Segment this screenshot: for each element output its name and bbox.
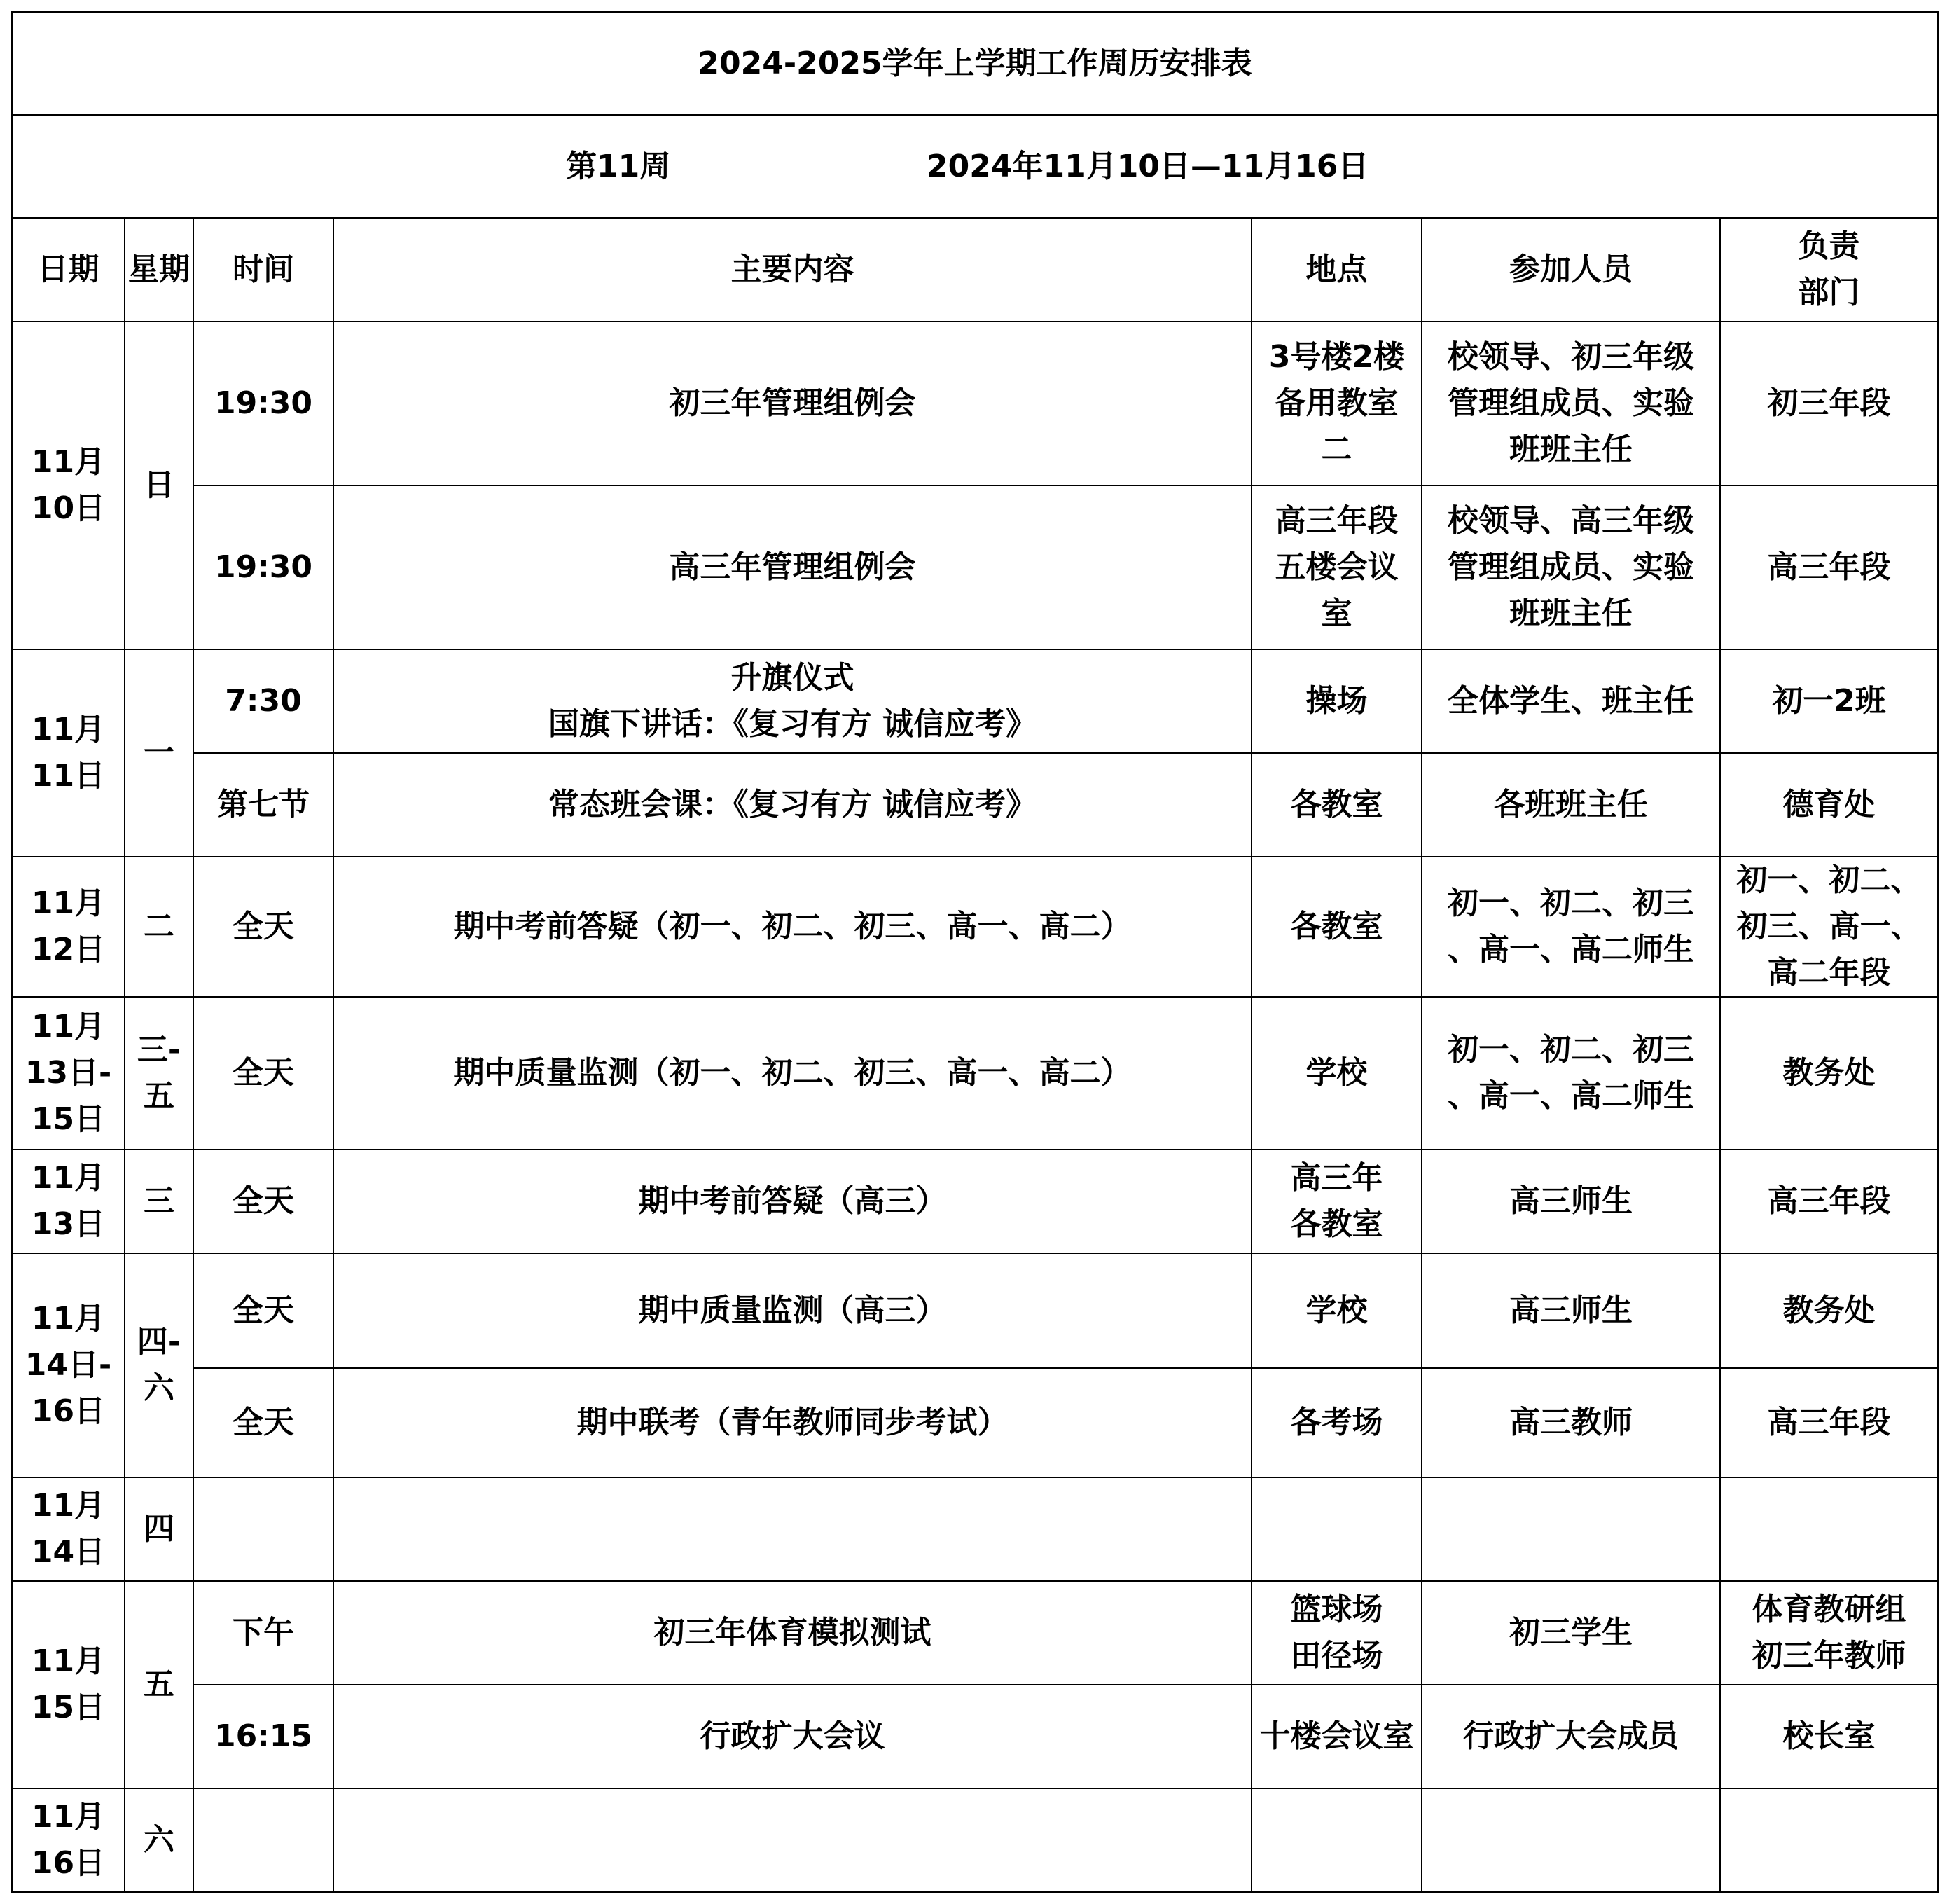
department-cell: 初一2班 xyxy=(1720,649,1938,753)
location-cell xyxy=(1252,1477,1422,1581)
header-time: 时间 xyxy=(193,218,333,322)
date-cell: 11月 14日- 16日 xyxy=(12,1253,125,1477)
content-cell: 期中考前答疑（初一、初二、初三、高一、高二） xyxy=(333,857,1252,997)
participants-cell: 初一、初二、初三 、高一、高二师生 xyxy=(1422,997,1720,1150)
time-cell xyxy=(193,1788,333,1892)
content-cell: 初三年体育模拟测试 xyxy=(333,1581,1252,1685)
weekday-cell: 四- 六 xyxy=(125,1253,193,1477)
time-cell: 7:30 xyxy=(193,649,333,753)
location-cell: 学校 xyxy=(1252,997,1422,1150)
week-number: 第11周 xyxy=(566,148,671,184)
schedule-row xyxy=(12,753,1938,857)
location-cell: 篮球场 田径场 xyxy=(1252,1581,1422,1685)
header-department: 负责 部门 xyxy=(1720,218,1938,322)
location-cell: 操场 xyxy=(1252,649,1422,753)
schedule-row xyxy=(12,1477,1938,1581)
weekly-schedule-table xyxy=(11,11,1939,1893)
header-date: 日期 xyxy=(12,218,125,322)
department-cell: 高三年段 xyxy=(1720,1368,1938,1477)
content-cell: 期中考前答疑（高三） xyxy=(333,1150,1252,1253)
schedule-row xyxy=(12,1253,1938,1368)
content-cell xyxy=(333,1788,1252,1892)
header-row xyxy=(12,218,1938,322)
participants-cell xyxy=(1422,1477,1720,1581)
department-cell: 教务处 xyxy=(1720,1253,1938,1368)
content-cell: 常态班会课：《复习有方 诚信应考》 xyxy=(333,753,1252,857)
time-cell: 16:15 xyxy=(193,1685,333,1788)
title-row xyxy=(12,12,1938,115)
location-cell: 十楼会议室 xyxy=(1252,1685,1422,1788)
weekday-cell: 六 xyxy=(125,1788,193,1892)
time-cell: 全天 xyxy=(193,997,333,1150)
header-participants: 参加人员 xyxy=(1422,218,1720,322)
weekday-cell: 二 xyxy=(125,857,193,997)
date-cell: 11月 13日 xyxy=(12,1150,125,1253)
schedule-row xyxy=(12,1685,1938,1788)
weekday-cell: 三- 五 xyxy=(125,997,193,1150)
participants-cell: 全体学生、班主任 xyxy=(1422,649,1720,753)
date-cell: 11月 15日 xyxy=(12,1581,125,1788)
date-cell: 11月 10日 xyxy=(12,322,125,649)
department-cell: 初三年段 xyxy=(1720,322,1938,485)
location-cell: 学校 xyxy=(1252,1253,1422,1368)
week-info xyxy=(12,115,1938,218)
participants-cell: 高三师生 xyxy=(1422,1253,1720,1368)
header-location: 地点 xyxy=(1252,218,1422,322)
participants-cell: 初一、初二、初三 、高一、高二师生 xyxy=(1422,857,1720,997)
department-cell: 教务处 xyxy=(1720,997,1938,1150)
weekday-cell: 一 xyxy=(125,649,193,857)
content-cell: 期中质量监测（高三） xyxy=(333,1253,1252,1368)
time-cell xyxy=(193,1477,333,1581)
department-cell: 校长室 xyxy=(1720,1685,1938,1788)
schedule-row xyxy=(12,485,1938,649)
department-cell: 高三年段 xyxy=(1720,485,1938,649)
participants-cell: 高三师生 xyxy=(1422,1150,1720,1253)
schedule-row xyxy=(12,1581,1938,1685)
date-cell: 11月 16日 xyxy=(12,1788,125,1892)
date-cell: 11月 14日 xyxy=(12,1477,125,1581)
schedule-row xyxy=(12,1150,1938,1253)
participants-cell: 校领导、高三年级 管理组成员、实验 班班主任 xyxy=(1422,485,1720,649)
date-cell: 11月 11日 xyxy=(12,649,125,857)
location-cell: 高三年 各教室 xyxy=(1252,1150,1422,1253)
schedule-row xyxy=(12,322,1938,485)
content-cell xyxy=(333,1477,1252,1581)
participants-cell: 各班班主任 xyxy=(1422,753,1720,857)
header-weekday: 星期 xyxy=(125,218,193,322)
date-cell: 11月 12日 xyxy=(12,857,125,997)
location-cell: 各教室 xyxy=(1252,753,1422,857)
time-cell: 全天 xyxy=(193,1150,333,1253)
participants-cell: 高三教师 xyxy=(1422,1368,1720,1477)
participants-cell: 校领导、初三年级 管理组成员、实验 班班主任 xyxy=(1422,322,1720,485)
location-cell xyxy=(1252,1788,1422,1892)
header-content: 主要内容 xyxy=(333,218,1252,322)
schedule-row xyxy=(12,1788,1938,1892)
content-cell: 期中联考（青年教师同步考试） xyxy=(333,1368,1252,1477)
time-cell: 19:30 xyxy=(193,485,333,649)
department-cell: 初一、初二、 初三、高一、 高二年段 xyxy=(1720,857,1938,997)
time-cell: 19:30 xyxy=(193,322,333,485)
week-row xyxy=(12,115,1938,218)
location-cell: 各教室 xyxy=(1252,857,1422,997)
department-cell: 德育处 xyxy=(1720,753,1938,857)
date-cell: 11月 13日- 15日 xyxy=(12,997,125,1150)
time-cell: 第七节 xyxy=(193,753,333,857)
weekday-cell: 五 xyxy=(125,1581,193,1788)
schedule-row xyxy=(12,857,1938,997)
time-cell: 下午 xyxy=(193,1581,333,1685)
content-cell: 行政扩大会议 xyxy=(333,1685,1252,1788)
schedule-row xyxy=(12,649,1938,753)
department-cell xyxy=(1720,1477,1938,1581)
page-title: 2024-2025学年上学期工作周历安排表 xyxy=(12,12,1938,115)
schedule-row xyxy=(12,1368,1938,1477)
content-cell: 期中质量监测（初一、初二、初三、高一、高二） xyxy=(333,997,1252,1150)
department-cell xyxy=(1720,1788,1938,1892)
participants-cell: 初三学生 xyxy=(1422,1581,1720,1685)
week-date-range: 2024年11月10日—11月16日 xyxy=(927,148,1369,184)
weekday-cell: 三 xyxy=(125,1150,193,1253)
participants-cell xyxy=(1422,1788,1720,1892)
location-cell: 各考场 xyxy=(1252,1368,1422,1477)
location-cell: 高三年段 五楼会议 室 xyxy=(1252,485,1422,649)
location-cell: 3号楼2楼 备用教室 二 xyxy=(1252,322,1422,485)
weekday-cell: 日 xyxy=(125,322,193,649)
schedule-row xyxy=(12,997,1938,1150)
department-cell: 体育教研组 初三年教师 xyxy=(1720,1581,1938,1685)
participants-cell: 行政扩大会成员 xyxy=(1422,1685,1720,1788)
weekday-cell: 四 xyxy=(125,1477,193,1581)
content-cell: 初三年管理组例会 xyxy=(333,322,1252,485)
time-cell: 全天 xyxy=(193,857,333,997)
content-cell: 升旗仪式 国旗下讲话：《复习有方 诚信应考》 xyxy=(333,649,1252,753)
department-cell: 高三年段 xyxy=(1720,1150,1938,1253)
content-cell: 高三年管理组例会 xyxy=(333,485,1252,649)
time-cell: 全天 xyxy=(193,1368,333,1477)
time-cell: 全天 xyxy=(193,1253,333,1368)
